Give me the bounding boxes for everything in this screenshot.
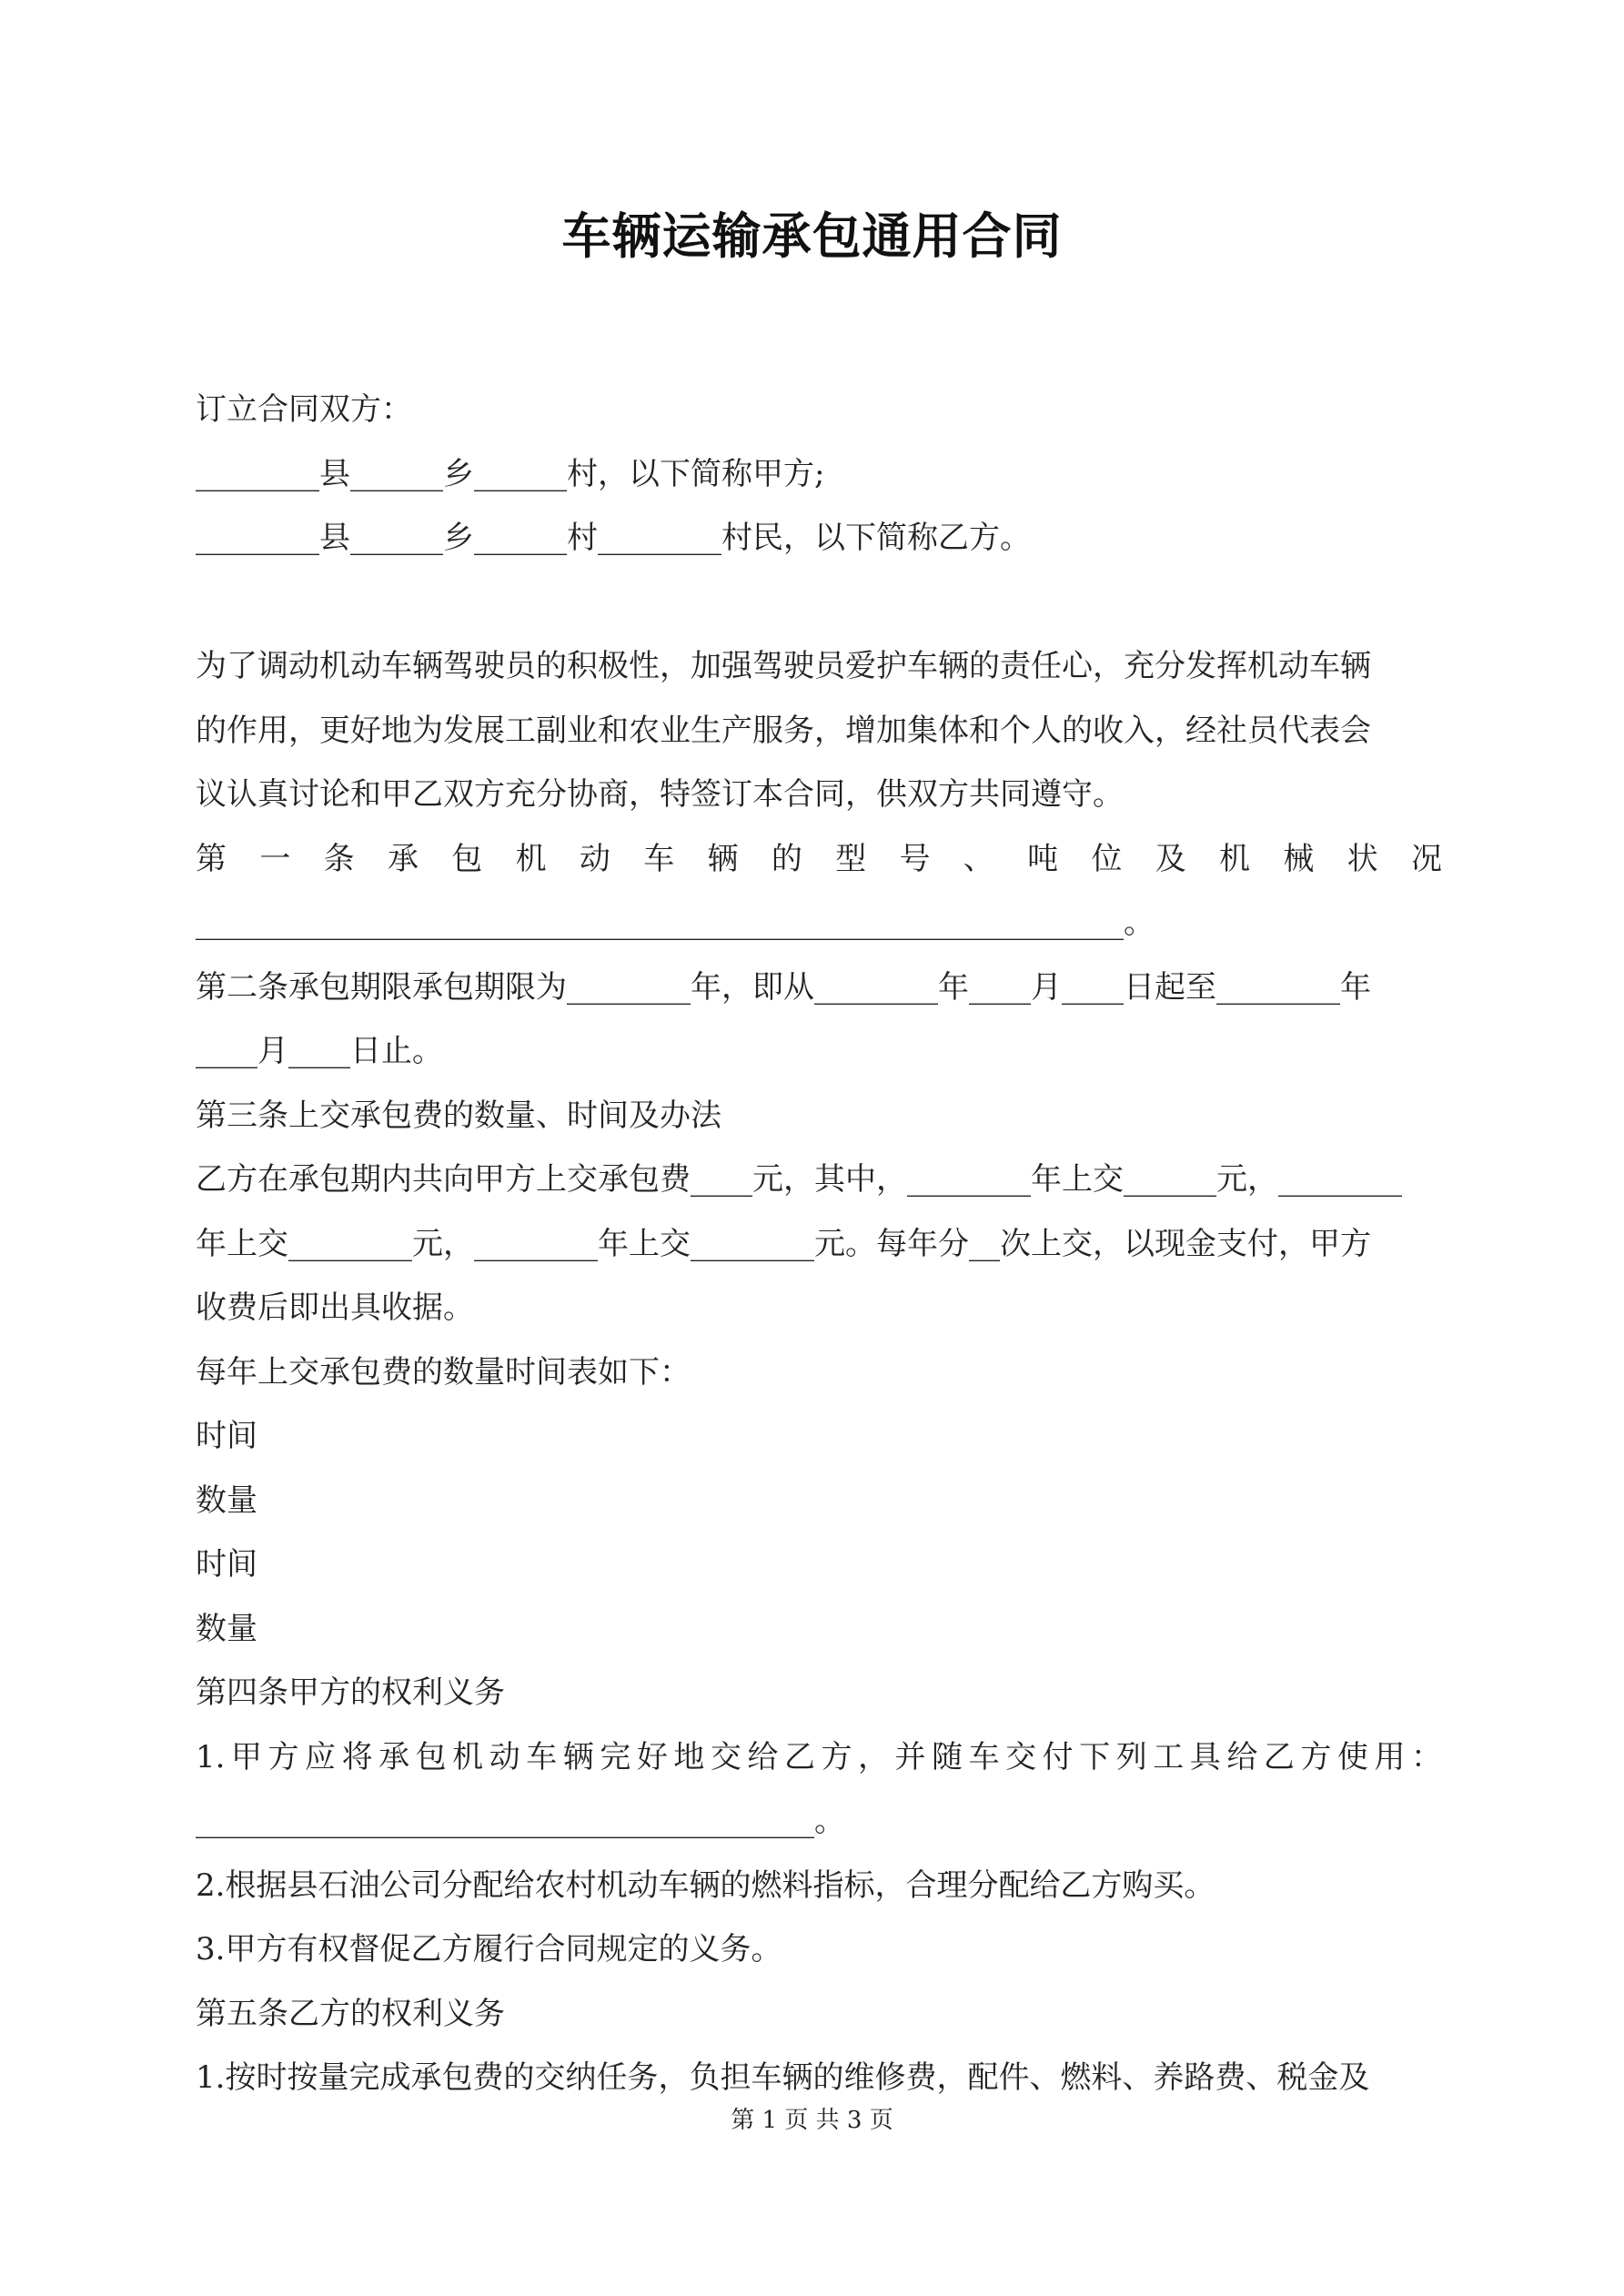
schedule-label-time: 时间 bbox=[196, 1546, 257, 1583]
article-2-line: 第二条承包期限承包期限为________年，即从________年____月____日起至________年 bbox=[196, 968, 1371, 1006]
party-b-line: ________县______乡______村________村民，以下简称乙方。 bbox=[196, 520, 1031, 556]
article-3-line: 年上交________元，________年上交________元。每年分__次上交，以现金支付，甲方 bbox=[196, 1225, 1371, 1262]
article-3-line: 乙方在承包期内共向甲方上交承包费____元，其中，________年上交______元，________ bbox=[196, 1161, 1402, 1198]
article-4-item-1: 1.甲方应将承包机动车辆完好地交给乙方，并随车交付下列工具给乙方使用： bbox=[196, 1738, 1442, 1775]
article-4-item-3: 3.甲方有权督促乙方履行合同规定的义务。 bbox=[196, 1931, 782, 1967]
article-1-blank: ____________________________________________________________。 bbox=[196, 905, 1155, 941]
article-4-item-1-blank: ________________________________________。 bbox=[196, 1803, 845, 1839]
paragraph-gap bbox=[196, 571, 1442, 635]
schedule-heading: 每年上交承包费的数量时间表如下： bbox=[196, 1353, 691, 1391]
schedule-label-amount: 数量 bbox=[196, 1482, 257, 1519]
article-3-heading: 第三条上交承包费的数量、时间及办法 bbox=[196, 1097, 721, 1134]
article-4-item-2: 2.根据县石油公司分配给农村机动车辆的燃料指标，合理分配给乙方购买。 bbox=[196, 1866, 1215, 1904]
party-a-line: ________县______乡______村，以下简称甲方; bbox=[196, 455, 825, 492]
schedule-label-time: 时间 bbox=[196, 1418, 257, 1454]
article-5-heading: 第五条乙方的权利义务 bbox=[196, 1995, 505, 2032]
preamble-line: 为了调动机动车辆驾驶员的积极性，加强驾驶员爱护车辆的责任心，充分发挥机动车辆 bbox=[196, 648, 1371, 684]
article-4-heading: 第四条甲方的权利义务 bbox=[196, 1674, 505, 1711]
page-title: 车辆运输承包通用合同 bbox=[561, 207, 1063, 265]
document-body bbox=[196, 378, 1442, 2110]
preamble-line: 的作用，更好地为发展工副业和农业生产服务，增加集体和个人的收入，经社员代表会 bbox=[196, 712, 1371, 749]
article-5-item-1: 1.按时按量完成承包费的交纳任务，负担车辆的维修费，配件、燃料、养路费、税金及 bbox=[196, 2059, 1370, 2096]
page-indicator: 第 1 页 共 3 页 bbox=[731, 2107, 893, 2134]
article-2-line: ____月____日止。 bbox=[196, 1033, 443, 1069]
article-3-line: 收费后即出具收据。 bbox=[196, 1290, 474, 1326]
article-1-heading: 第 一 条 承 包 机 动 车 辆 的 型 号 、 吨 位 及 机 械 状 况 bbox=[196, 840, 1442, 877]
parties-heading: 订立合同双方： bbox=[196, 391, 412, 428]
preamble-line: 议认真讨论和甲乙双方充分协商，特签订本合同，供双方共同遵守。 bbox=[196, 776, 1124, 813]
schedule-label-amount: 数量 bbox=[196, 1610, 257, 1647]
